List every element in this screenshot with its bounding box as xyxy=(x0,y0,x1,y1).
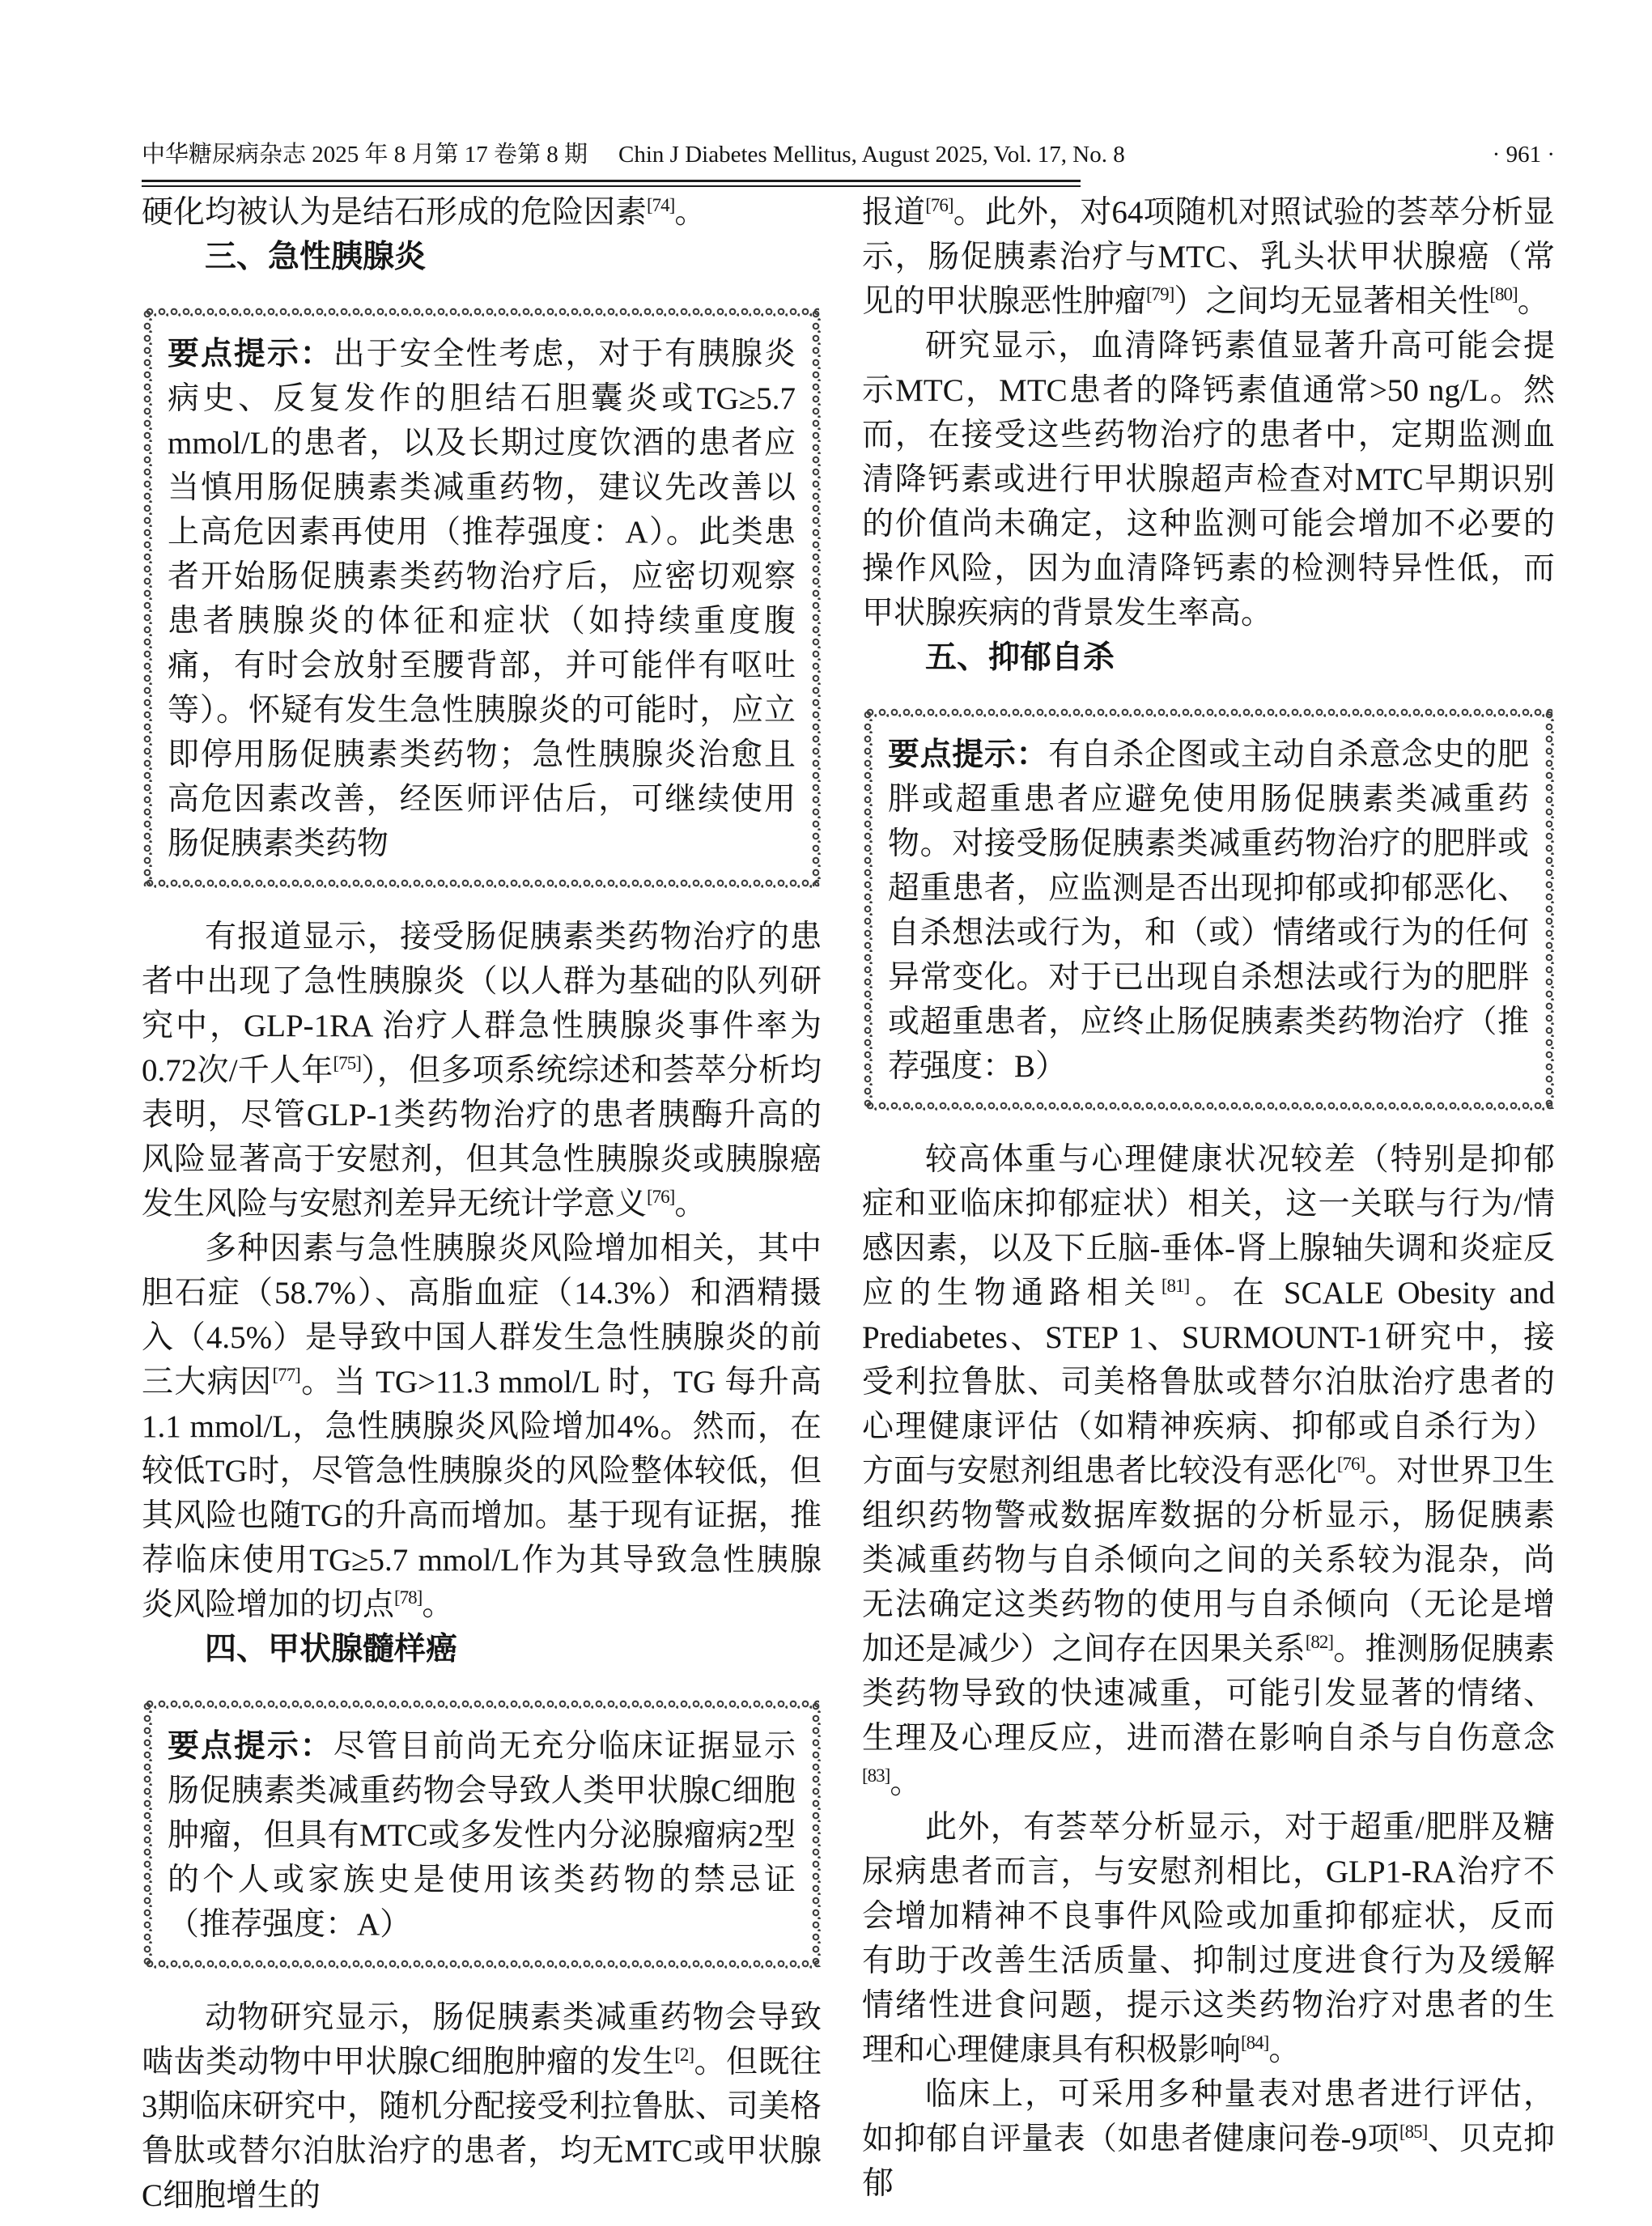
section-heading: 四、甲状腺髓样癌 xyxy=(205,1632,458,1667)
reference-superscript: [78] xyxy=(394,1587,423,1608)
keypoint-box xyxy=(142,1698,822,1969)
keypoint-box-border-right xyxy=(1544,709,1555,1109)
journal-title-en: Chin J Diabetes Mellitus, August 2025, Vol. 17, No. 8 xyxy=(618,142,1125,168)
reference-superscript: [79] xyxy=(1146,284,1174,304)
keypoint-text: 要点提示：有自杀企图或主动自杀意念史的肥胖或超重患者应避免使用肠促胰素类减重药物。对接受肠促胰素类减重药物治疗的肥胖或超重患者，应监测是否出现抑郁或抑郁恶化、自杀想法或行为，和（或）情绪或行为的任何异常变化。对于已出现自杀想法或行为的肥胖或超重患者，应终止肠促胰素类药物治疗（推荐强度：B） xyxy=(888,737,1529,1084)
keypoint-box-border-right xyxy=(810,308,822,886)
keypoint-box-border-top xyxy=(864,707,1552,718)
reference-superscript: [84] xyxy=(1241,2033,1269,2053)
paragraph: 临床上，可采用多种量表对患者进行评估，如抑郁自评量表（如患者健康问卷-9项[85]、贝克抑郁 xyxy=(862,2077,1555,2201)
keypoint-box-border-left xyxy=(862,709,873,1109)
header-rule xyxy=(142,180,1081,187)
keypoint-box-border-bottom xyxy=(144,877,819,889)
paragraph: 较高体重与心理健康状况较差（特别是抑郁症和亚临床抑郁症状）相关，这一关联与行为/情感因素，以及下丘脑-垂体-肾上腺轴失调和炎症反应的生物通路相关[81]。在 SCALE Obesity and Prediabetes、STEP 1、SURMOUNT-1研究中，接受利拉鲁肽、司美格鲁肽或替尔泊肽治疗患者的心理健康评估（如精神疾病、抑郁或自杀行为）方面与安慰剂组患者比较没有恶化[76]。对世界卫生组织药物警戒数据库数据的分析显示，肠促胰素类减重药物与自杀倾向之间的关系较为混杂，尚无法确定这类药物的使用与自杀倾向（无论是增加还是减少）之间存在因果关系[82]。推测肠促胰素类药物导致的快速减重，可能引发显著的情绪、生理及心理反应，进而潜在影响自杀与自伤意念[83]。 xyxy=(862,1142,1555,1800)
right-column xyxy=(862,190,1555,2206)
paragraph: 动物研究显示，肠促胰素类减重药物会导致啮齿类动物中甲状腺C细胞肿瘤的发生[2]。但既往3期临床研究中，随机分配接受利拉鲁肽、司美格鲁肽或替尔泊肽治疗的患者，均无MTC或甲状腺C细胞增生的 xyxy=(142,2000,822,2213)
header-rule-thin xyxy=(142,185,1081,187)
paragraph: 报道[76]。此外，对64项随机对照试验的荟萃分析显示，肠促胰素治疗与MTC、乳头状甲状腺癌（常见的甲状腺恶性肿瘤[79]）之间均无显著相关性[80]。 xyxy=(862,195,1555,319)
page-number: · 961 · xyxy=(1492,142,1555,168)
keypoint-box-border-bottom xyxy=(864,1100,1552,1111)
paragraph: 多种因素与急性胰腺炎风险增加相关，其中胆石症（58.7%）、高脂血症（14.3%）和酒精摄入（4.5%）是导致中国人群发生急性胰腺炎的前三大病因[77]。当 TG>11.3 mmol/L 时，TG 每升高1.1 mmol/L，急性胰腺炎风险增加4%。然而，在较低TG时，尽管急性胰腺炎的风险整体较低，但其风险也随TG的升高而增加。基于现有证据，推荐临床使用TG≥5.7 mmol/L作为其导致急性胰腺炎风险增加的切点[78]。 xyxy=(142,1231,822,1622)
reference-superscript: [76] xyxy=(647,1187,675,1207)
section-heading: 五、抑郁自杀 xyxy=(925,640,1115,675)
reference-superscript: [83] xyxy=(862,1765,890,1786)
keypoint-text: 要点提示：出于安全性考虑，对于有胰腺炎病史、反复发作的胆结石胆囊炎或TG≥5.7 mmol/L的患者，以及长期过度饮酒的患者应当慎用肠促胰素类减重药物，建议先改善以上高危因素再使用（推荐强度：A）。此类患者开始肠促胰素类药物治疗后，应密切观察患者胰腺炎的体征和症状（如持续重度腹痛，有时会放射至腰背部，并可能伴有呕吐等）。怀疑有发生急性胰腺炎的可能时，应立即停用肠促胰素类药物；急性胰腺炎治愈且高危因素改善，经医师评估后，可继续使用肠促胰素类药物 xyxy=(168,337,796,861)
keypoint-label: 要点提示： xyxy=(168,337,333,372)
paragraph: 研究显示，血清降钙素值显著升高可能会提示MTC，MTC患者的降钙素值通常>50 ng/L。然而，在接受这些药物治疗的患者中，定期监测血清降钙素或进行甲状腺超声检查对MTC早期识别的价值尚未确定，这种监测可能会增加不必要的操作风险，因为血清降钙素的检测特异性低，而甲状腺疾病的背景发生率高。 xyxy=(862,329,1555,631)
reference-superscript: [82] xyxy=(1305,1632,1334,1652)
article-body xyxy=(142,190,1555,2218)
journal-title-cn: 中华糖尿病杂志 2025 年 8 月第 17 卷第 8 期 xyxy=(142,142,588,168)
keypoint-box-border-left xyxy=(142,1701,153,1967)
paragraph: 有报道显示，接受肠促胰素类药物治疗的患者中出现了急性胰腺炎（以人群为基础的队列研究中，GLP-1RA 治疗人群急性胰腺炎事件率为0.72次/千人年[75]），但多项系统综述和荟萃分析均表明，尽管GLP-1类药物治疗的患者胰酶升高的风险显著高于安慰剂，但其急性胰腺炎或胰腺癌发生风险与安慰剂差异无统计学意义[76]。 xyxy=(142,920,822,1221)
reference-superscript: [85] xyxy=(1399,2122,1428,2142)
keypoint-label: 要点提示： xyxy=(168,1729,333,1764)
keypoint-box-border-top xyxy=(144,1698,819,1710)
page-header xyxy=(142,136,1555,169)
reference-superscript: [81] xyxy=(1161,1276,1190,1296)
keypoint-box-border-top xyxy=(144,306,819,317)
section-heading: 三、急性胰腺炎 xyxy=(205,240,427,274)
reference-superscript: [76] xyxy=(1336,1454,1365,1474)
keypoint-label: 要点提示： xyxy=(888,737,1049,772)
left-column xyxy=(142,190,822,2218)
keypoint-box-border-right xyxy=(810,1701,822,1967)
journal-title-group xyxy=(142,136,1125,169)
keypoint-box-border-bottom xyxy=(144,1958,819,1969)
reference-superscript: [76] xyxy=(925,195,953,215)
reference-superscript: [75] xyxy=(333,1053,361,1073)
paragraph: 硬化均被认为是结石形成的危险因素[74]。 xyxy=(142,195,707,230)
keypoint-box xyxy=(862,707,1555,1111)
reference-superscript: [74] xyxy=(647,195,675,215)
reference-superscript: [77] xyxy=(272,1365,300,1385)
paragraph: 此外，有荟萃分析显示，对于超重/肥胖及糖尿病患者而言，与安慰剂相比，GLP1-RA治疗不会增加精神不良事件风险或加重抑郁症状，反而有助于改善生活质量、抑制过度进食行为及缓解情绪性进食问题，提示这类药物治疗对患者的生理和心理健康具有积极影响[84]。 xyxy=(862,1810,1555,2067)
keypoint-box-border-left xyxy=(142,308,153,886)
reference-superscript: [80] xyxy=(1489,284,1518,304)
reference-superscript: [2] xyxy=(674,2045,694,2065)
keypoint-text: 要点提示：尽管目前尚无充分临床证据显示肠促胰素类减重药物会导致人类甲状腺C细胞肿瘤，但具有MTC或多发性内分泌腺瘤病2型的个人或家族史是使用该类药物的禁忌证（推荐强度：A） xyxy=(168,1729,796,1942)
header-rule-thick xyxy=(142,180,1081,182)
keypoint-box xyxy=(142,306,822,889)
